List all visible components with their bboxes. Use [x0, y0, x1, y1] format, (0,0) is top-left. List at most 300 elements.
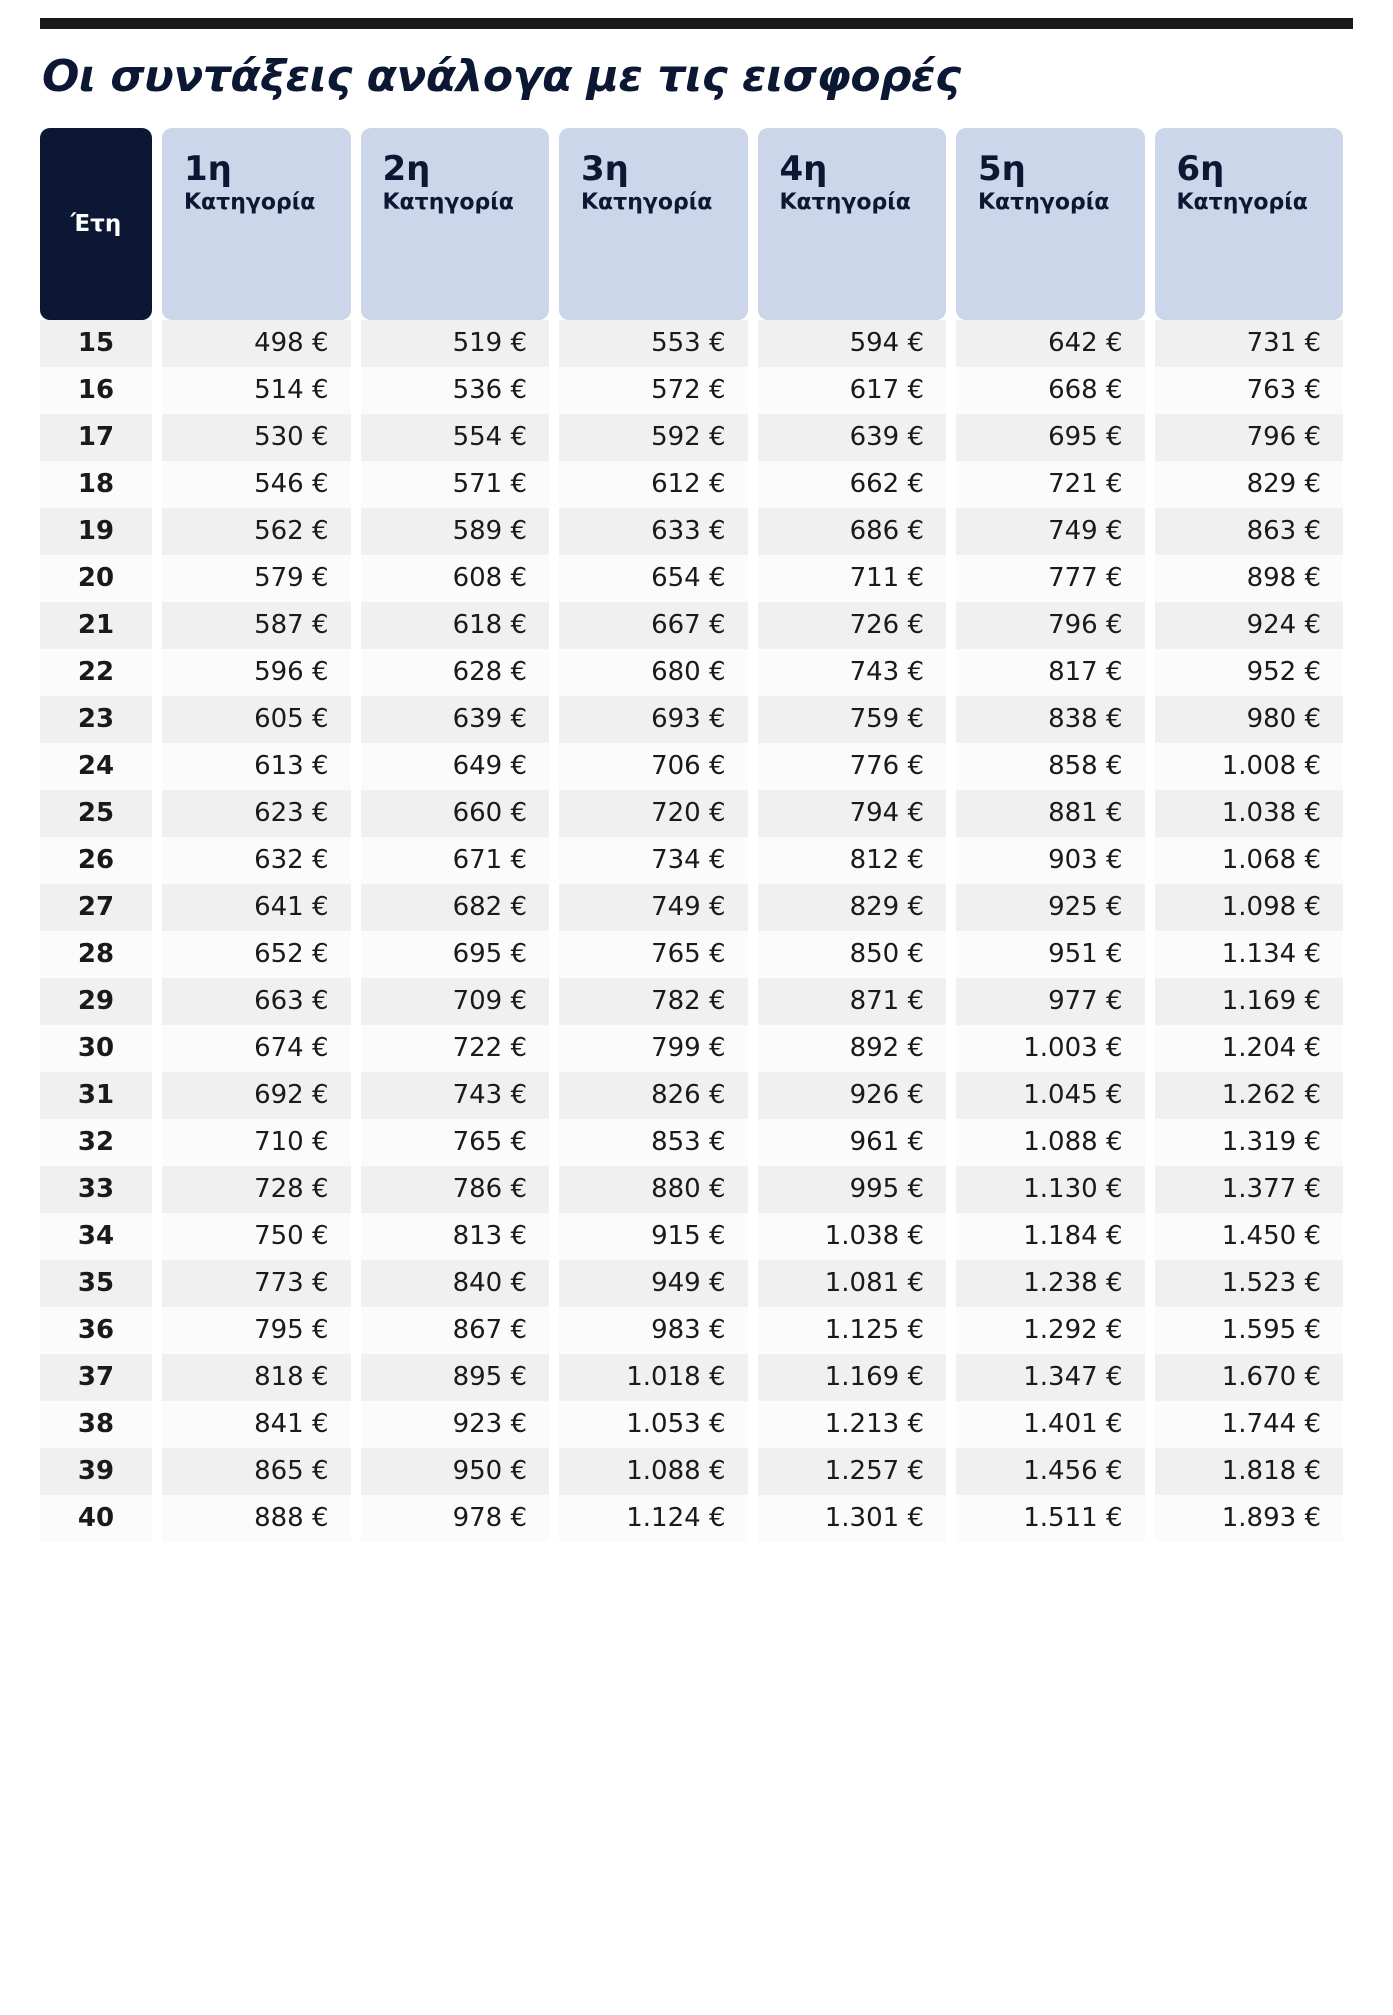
row-value-cell-category-4	[758, 367, 957, 414]
cell-value: 680 €	[559, 649, 748, 696]
row-year-cell	[40, 1025, 162, 1072]
cell-value: 632 €	[162, 837, 351, 884]
row-value-cell-category-3	[559, 367, 758, 414]
row-value-cell-category-4	[758, 790, 957, 837]
row-value-cell-category-5	[956, 602, 1155, 649]
row-value-cell-category-1	[162, 320, 361, 367]
row-value-cell-category-4	[758, 649, 957, 696]
cell-value: 498 €	[162, 320, 351, 367]
cell-value: 617 €	[758, 367, 947, 414]
cell-value: 898 €	[1155, 555, 1344, 602]
row-year-value: 31	[40, 1072, 152, 1119]
row-value-cell-category-6	[1155, 1448, 1354, 1495]
cell-value: 763 €	[1155, 367, 1344, 414]
row-year-cell	[40, 978, 162, 1025]
cell-value: 776 €	[758, 743, 947, 790]
cell-value: 1.038 €	[758, 1213, 947, 1260]
pension-table	[40, 128, 1353, 1542]
cell-value: 1.523 €	[1155, 1260, 1344, 1307]
cell-value: 850 €	[758, 931, 947, 978]
row-year-cell	[40, 367, 162, 414]
row-value-cell-category-5	[956, 790, 1155, 837]
row-value-cell-category-3	[559, 1119, 758, 1166]
row-value-cell-category-6	[1155, 884, 1354, 931]
row-value-cell-category-3	[559, 978, 758, 1025]
row-value-cell-category-4	[758, 978, 957, 1025]
row-value-cell-category-5	[956, 978, 1155, 1025]
cell-value: 1.184 €	[956, 1213, 1145, 1260]
cell-value: 786 €	[361, 1166, 550, 1213]
cell-value: 726 €	[758, 602, 947, 649]
cell-value: 796 €	[956, 602, 1145, 649]
cell-value: 1.081 €	[758, 1260, 947, 1307]
row-value-cell-category-3	[559, 1401, 758, 1448]
row-year-value: 18	[40, 461, 152, 508]
table-row	[40, 1072, 1353, 1119]
cell-value: 1.169 €	[758, 1354, 947, 1401]
row-value-cell-category-4	[758, 414, 957, 461]
cell-value: 695 €	[956, 414, 1145, 461]
row-value-cell-category-1	[162, 837, 361, 884]
row-value-cell-category-1	[162, 1213, 361, 1260]
cell-value: 1.088 €	[956, 1119, 1145, 1166]
cell-value: 749 €	[956, 508, 1145, 555]
cell-value: 923 €	[361, 1401, 550, 1448]
cell-value: 1.319 €	[1155, 1119, 1344, 1166]
cell-value: 1.068 €	[1155, 837, 1344, 884]
row-year-cell	[40, 1072, 162, 1119]
row-value-cell-category-5	[956, 461, 1155, 508]
cell-value: 871 €	[758, 978, 947, 1025]
row-value-cell-category-3	[559, 931, 758, 978]
row-value-cell-category-6	[1155, 1119, 1354, 1166]
row-value-cell-category-3	[559, 602, 758, 649]
cell-value: 1.038 €	[1155, 790, 1344, 837]
cell-value: 1.008 €	[1155, 743, 1344, 790]
row-year-value: 20	[40, 555, 152, 602]
row-value-cell-category-2	[361, 931, 560, 978]
cell-value: 674 €	[162, 1025, 351, 1072]
cell-value: 1.744 €	[1155, 1401, 1344, 1448]
row-year-value: 28	[40, 931, 152, 978]
table-row	[40, 931, 1353, 978]
row-year-value: 16	[40, 367, 152, 414]
row-value-cell-category-4	[758, 602, 957, 649]
cell-value: 829 €	[758, 884, 947, 931]
cell-value: 818 €	[162, 1354, 351, 1401]
category-6-number: 6η	[1176, 149, 1225, 189]
row-value-cell-category-1	[162, 743, 361, 790]
infographic-page	[0, 18, 1393, 2015]
row-year-value: 30	[40, 1025, 152, 1072]
row-value-cell-category-4	[758, 743, 957, 790]
row-value-cell-category-4	[758, 931, 957, 978]
row-value-cell-category-1	[162, 1495, 361, 1542]
row-value-cell-category-4	[758, 696, 957, 743]
table-row	[40, 602, 1353, 649]
table-row	[40, 1401, 1353, 1448]
cell-value: 596 €	[162, 649, 351, 696]
top-rule	[40, 18, 1353, 29]
row-value-cell-category-2	[361, 649, 560, 696]
row-value-cell-category-3	[559, 1072, 758, 1119]
row-value-cell-category-2	[361, 1354, 560, 1401]
row-value-cell-category-6	[1155, 1260, 1354, 1307]
cell-value: 841 €	[162, 1401, 351, 1448]
row-value-cell-category-6	[1155, 555, 1354, 602]
row-value-cell-category-5	[956, 1072, 1155, 1119]
row-year-cell	[40, 884, 162, 931]
row-value-cell-category-3	[559, 1025, 758, 1072]
cell-value: 722 €	[361, 1025, 550, 1072]
row-value-cell-category-6	[1155, 696, 1354, 743]
cell-value: 888 €	[162, 1495, 351, 1542]
row-value-cell-category-2	[361, 555, 560, 602]
table-row	[40, 555, 1353, 602]
row-value-cell-category-1	[162, 696, 361, 743]
row-value-cell-category-1	[162, 367, 361, 414]
cell-value: 660 €	[361, 790, 550, 837]
cell-value: 995 €	[758, 1166, 947, 1213]
cell-value: 709 €	[361, 978, 550, 1025]
cell-value: 903 €	[956, 837, 1145, 884]
row-value-cell-category-3	[559, 1213, 758, 1260]
row-value-cell-category-2	[361, 978, 560, 1025]
row-year-cell	[40, 414, 162, 461]
row-value-cell-category-1	[162, 978, 361, 1025]
row-value-cell-category-6	[1155, 978, 1354, 1025]
row-value-cell-category-5	[956, 1025, 1155, 1072]
row-value-cell-category-2	[361, 320, 560, 367]
row-value-cell-category-1	[162, 1448, 361, 1495]
cell-value: 662 €	[758, 461, 947, 508]
row-value-cell-category-4	[758, 1260, 957, 1307]
row-value-cell-category-2	[361, 1213, 560, 1260]
cell-value: 881 €	[956, 790, 1145, 837]
row-value-cell-category-4	[758, 884, 957, 931]
row-value-cell-category-2	[361, 1260, 560, 1307]
row-year-cell	[40, 931, 162, 978]
cell-value: 853 €	[559, 1119, 748, 1166]
cell-value: 589 €	[361, 508, 550, 555]
cell-value: 668 €	[956, 367, 1145, 414]
category-4-label: Κατηγορία	[779, 189, 911, 215]
row-year-cell	[40, 508, 162, 555]
row-value-cell-category-6	[1155, 1354, 1354, 1401]
cell-value: 829 €	[1155, 461, 1344, 508]
row-value-cell-category-3	[559, 320, 758, 367]
row-year-cell	[40, 837, 162, 884]
cell-value: 514 €	[162, 367, 351, 414]
category-2-number: 2η	[382, 149, 431, 189]
table-row	[40, 1166, 1353, 1213]
cell-value: 1.257 €	[758, 1448, 947, 1495]
page-title: Οι συντάξεις ανάλογα με τις εισφορές	[42, 51, 961, 102]
row-year-cell	[40, 602, 162, 649]
row-value-cell-category-2	[361, 837, 560, 884]
row-value-cell-category-6	[1155, 1495, 1354, 1542]
cell-value: 608 €	[361, 555, 550, 602]
row-value-cell-category-6	[1155, 508, 1354, 555]
cell-value: 623 €	[162, 790, 351, 837]
row-value-cell-category-5	[956, 1260, 1155, 1307]
row-year-value: 34	[40, 1213, 152, 1260]
cell-value: 826 €	[559, 1072, 748, 1119]
row-year-cell	[40, 649, 162, 696]
table-row	[40, 649, 1353, 696]
cell-value: 1.670 €	[1155, 1354, 1344, 1401]
category-4-number: 4η	[779, 149, 828, 189]
row-year-value: 21	[40, 602, 152, 649]
row-value-cell-category-4	[758, 1307, 957, 1354]
cell-value: 980 €	[1155, 696, 1344, 743]
row-year-value: 35	[40, 1260, 152, 1307]
row-value-cell-category-1	[162, 1072, 361, 1119]
row-value-cell-category-5	[956, 1213, 1155, 1260]
row-value-cell-category-4	[758, 1213, 957, 1260]
cell-value: 1.238 €	[956, 1260, 1145, 1307]
row-value-cell-category-6	[1155, 602, 1354, 649]
column-header-category-6	[1155, 128, 1354, 320]
cell-value: 692 €	[162, 1072, 351, 1119]
row-value-cell-category-2	[361, 743, 560, 790]
row-value-cell-category-2	[361, 790, 560, 837]
row-year-cell	[40, 696, 162, 743]
cell-value: 571 €	[361, 461, 550, 508]
row-value-cell-category-3	[559, 1166, 758, 1213]
cell-value: 721 €	[956, 461, 1145, 508]
cell-value: 1.450 €	[1155, 1213, 1344, 1260]
cell-value: 915 €	[559, 1213, 748, 1260]
cell-value: 865 €	[162, 1448, 351, 1495]
cell-value: 796 €	[1155, 414, 1344, 461]
table-row	[40, 1307, 1353, 1354]
cell-value: 1.134 €	[1155, 931, 1344, 978]
table-row	[40, 367, 1353, 414]
row-year-value: 40	[40, 1495, 152, 1542]
cell-value: 765 €	[361, 1119, 550, 1166]
row-year-value: 37	[40, 1354, 152, 1401]
row-value-cell-category-4	[758, 1072, 957, 1119]
row-value-cell-category-3	[559, 414, 758, 461]
row-value-cell-category-2	[361, 1166, 560, 1213]
row-value-cell-category-5	[956, 320, 1155, 367]
row-value-cell-category-1	[162, 884, 361, 931]
cell-value: 1.130 €	[956, 1166, 1145, 1213]
row-year-value: 24	[40, 743, 152, 790]
cell-value: 639 €	[361, 696, 550, 743]
cell-value: 612 €	[559, 461, 748, 508]
row-value-cell-category-6	[1155, 790, 1354, 837]
row-year-value: 29	[40, 978, 152, 1025]
row-value-cell-category-3	[559, 790, 758, 837]
cell-value: 817 €	[956, 649, 1145, 696]
row-value-cell-category-4	[758, 1354, 957, 1401]
cell-value: 594 €	[758, 320, 947, 367]
cell-value: 1.893 €	[1155, 1495, 1344, 1542]
row-value-cell-category-2	[361, 1307, 560, 1354]
cell-value: 782 €	[559, 978, 748, 1025]
cell-value: 671 €	[361, 837, 550, 884]
row-value-cell-category-4	[758, 1025, 957, 1072]
cell-value: 519 €	[361, 320, 550, 367]
row-value-cell-category-2	[361, 1448, 560, 1495]
row-value-cell-category-2	[361, 461, 560, 508]
cell-value: 554 €	[361, 414, 550, 461]
category-5-label: Κατηγορία	[978, 189, 1110, 215]
row-year-cell	[40, 555, 162, 602]
cell-value: 711 €	[758, 555, 947, 602]
cell-value: 1.018 €	[559, 1354, 748, 1401]
row-value-cell-category-4	[758, 1119, 957, 1166]
cell-value: 706 €	[559, 743, 748, 790]
cell-value: 1.818 €	[1155, 1448, 1344, 1495]
cell-value: 1.204 €	[1155, 1025, 1344, 1072]
cell-value: 813 €	[361, 1213, 550, 1260]
cell-value: 1.262 €	[1155, 1072, 1344, 1119]
row-value-cell-category-3	[559, 508, 758, 555]
row-year-cell	[40, 1260, 162, 1307]
category-1-number: 1η	[184, 149, 232, 189]
row-value-cell-category-2	[361, 414, 560, 461]
cell-value: 1.169 €	[1155, 978, 1344, 1025]
cell-value: 949 €	[559, 1260, 748, 1307]
table-row	[40, 1213, 1353, 1260]
cell-value: 1.511 €	[956, 1495, 1145, 1542]
table-row	[40, 790, 1353, 837]
row-value-cell-category-5	[956, 884, 1155, 931]
row-value-cell-category-4	[758, 1401, 957, 1448]
row-value-cell-category-6	[1155, 837, 1354, 884]
cell-value: 639 €	[758, 414, 947, 461]
row-value-cell-category-1	[162, 602, 361, 649]
cell-value: 628 €	[361, 649, 550, 696]
cell-value: 1.098 €	[1155, 884, 1344, 931]
cell-value: 1.003 €	[956, 1025, 1145, 1072]
category-2-label: Κατηγορία	[382, 189, 514, 215]
cell-value: 749 €	[559, 884, 748, 931]
table-row	[40, 1260, 1353, 1307]
table-row	[40, 1448, 1353, 1495]
row-year-value: 26	[40, 837, 152, 884]
row-value-cell-category-6	[1155, 1025, 1354, 1072]
cell-value: 1.213 €	[758, 1401, 947, 1448]
cell-value: 667 €	[559, 602, 748, 649]
cell-value: 728 €	[162, 1166, 351, 1213]
cell-value: 1.053 €	[559, 1401, 748, 1448]
row-value-cell-category-6	[1155, 1401, 1354, 1448]
row-value-cell-category-5	[956, 1401, 1155, 1448]
row-value-cell-category-5	[956, 1448, 1155, 1495]
row-value-cell-category-5	[956, 837, 1155, 884]
row-value-cell-category-6	[1155, 1072, 1354, 1119]
cell-value: 765 €	[559, 931, 748, 978]
row-value-cell-category-5	[956, 1166, 1155, 1213]
cell-value: 1.377 €	[1155, 1166, 1344, 1213]
row-year-value: 17	[40, 414, 152, 461]
row-year-cell	[40, 320, 162, 367]
cell-value: 734 €	[559, 837, 748, 884]
row-value-cell-category-1	[162, 1025, 361, 1072]
cell-value: 863 €	[1155, 508, 1344, 555]
row-value-cell-category-3	[559, 1495, 758, 1542]
cell-value: 952 €	[1155, 649, 1344, 696]
cell-value: 642 €	[956, 320, 1145, 367]
cell-value: 773 €	[162, 1260, 351, 1307]
cell-value: 961 €	[758, 1119, 947, 1166]
table-row	[40, 1354, 1353, 1401]
row-value-cell-category-3	[559, 696, 758, 743]
row-value-cell-category-6	[1155, 743, 1354, 790]
row-year-value: 23	[40, 696, 152, 743]
row-value-cell-category-2	[361, 367, 560, 414]
cell-value: 1.347 €	[956, 1354, 1145, 1401]
row-value-cell-category-1	[162, 1307, 361, 1354]
row-value-cell-category-1	[162, 1354, 361, 1401]
table-row	[40, 743, 1353, 790]
row-value-cell-category-4	[758, 1495, 957, 1542]
table-row	[40, 837, 1353, 884]
row-value-cell-category-2	[361, 696, 560, 743]
row-value-cell-category-1	[162, 508, 361, 555]
cell-value: 720 €	[559, 790, 748, 837]
table-row	[40, 884, 1353, 931]
cell-value: 710 €	[162, 1119, 351, 1166]
cell-value: 536 €	[361, 367, 550, 414]
row-value-cell-category-2	[361, 602, 560, 649]
category-3-number: 3η	[581, 149, 629, 189]
row-value-cell-category-6	[1155, 367, 1354, 414]
cell-value: 777 €	[956, 555, 1145, 602]
row-value-cell-category-6	[1155, 649, 1354, 696]
cell-value: 618 €	[361, 602, 550, 649]
cell-value: 1.292 €	[956, 1307, 1145, 1354]
row-year-cell	[40, 1495, 162, 1542]
cell-value: 652 €	[162, 931, 351, 978]
row-value-cell-category-6	[1155, 931, 1354, 978]
cell-value: 633 €	[559, 508, 748, 555]
cell-value: 572 €	[559, 367, 748, 414]
category-5-number: 5η	[978, 149, 1026, 189]
cell-value: 750 €	[162, 1213, 351, 1260]
row-value-cell-category-3	[559, 1448, 758, 1495]
cell-value: 1.088 €	[559, 1448, 748, 1495]
cell-value: 799 €	[559, 1025, 748, 1072]
cell-value: 867 €	[361, 1307, 550, 1354]
row-year-value: 38	[40, 1401, 152, 1448]
row-value-cell-category-1	[162, 1119, 361, 1166]
cell-value: 579 €	[162, 555, 351, 602]
cell-value: 613 €	[162, 743, 351, 790]
row-year-cell	[40, 1166, 162, 1213]
row-value-cell-category-5	[956, 696, 1155, 743]
row-year-cell	[40, 1448, 162, 1495]
row-value-cell-category-5	[956, 1354, 1155, 1401]
row-value-cell-category-5	[956, 931, 1155, 978]
row-value-cell-category-3	[559, 1307, 758, 1354]
row-year-value: 15	[40, 320, 152, 367]
row-value-cell-category-3	[559, 884, 758, 931]
row-value-cell-category-1	[162, 1166, 361, 1213]
column-header-category-5	[956, 128, 1155, 320]
table-row	[40, 1119, 1353, 1166]
cell-value: 1.595 €	[1155, 1307, 1344, 1354]
cell-value: 546 €	[162, 461, 351, 508]
cell-value: 743 €	[758, 649, 947, 696]
row-value-cell-category-5	[956, 1495, 1155, 1542]
row-value-cell-category-3	[559, 743, 758, 790]
cell-value: 1.401 €	[956, 1401, 1145, 1448]
